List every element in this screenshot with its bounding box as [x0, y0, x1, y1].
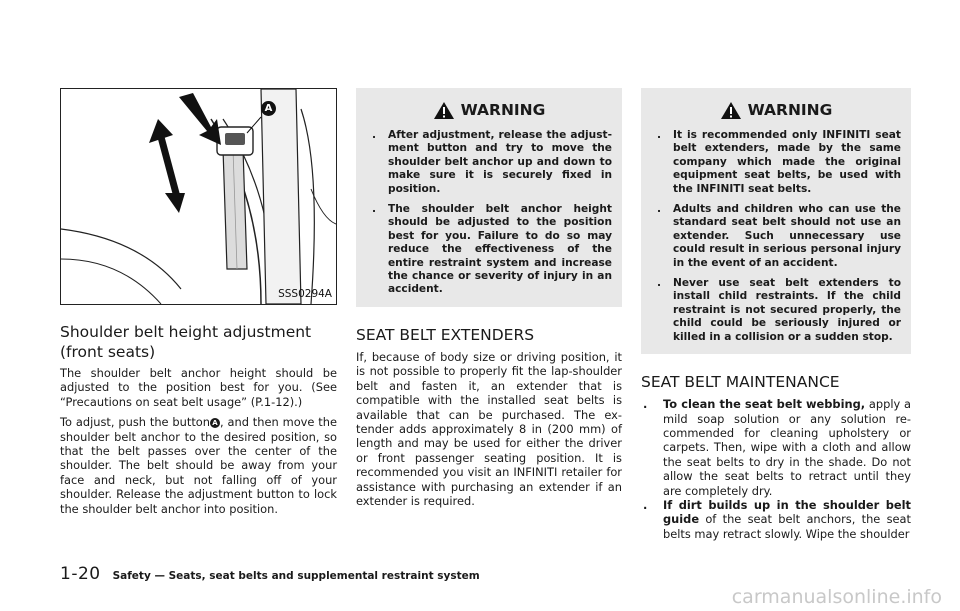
- figure-caption: SSS0294A: [278, 287, 332, 300]
- warning-heading: WARNING: [651, 99, 901, 121]
- paragraph-adjust-instructions: To adjust, push the button A , and then move the shoulder belt anchor to the desired position, so that the belt passes over the center of the shoulder. The belt should be away from your face and neck, but not falling off of your shoulder. Release the adjustment button to lock the shoulder belt anchor into position.: [60, 415, 337, 516]
- warning-box-extenders: [641, 88, 911, 354]
- shoulder-anchor-diagram: [61, 89, 336, 304]
- paragraph-extenders: If, because of body size or driving position, it is not possible to properly fit the lap-shoulder belt and fasten it, an extender that is compatible with the installed seat belts is available that can be purchased. The ex-tender adds approximately 8 in (200 mm) of length and may be used for either the driver or front passenger seating position. It is recommended you visit an INFINITI retailer for assistance with purchasing an extender if an extender is required.: [356, 349, 622, 508]
- circle-a-marker: A: [210, 418, 220, 428]
- watermark: carmanualsonline.info: [731, 586, 942, 608]
- section-heading-shoulder-belt: Shoulder belt height adjustment (front seats): [60, 323, 312, 361]
- warning-heading: WARNING: [366, 99, 612, 121]
- warning-icon: [720, 101, 742, 120]
- section-heading-extenders: SEAT BELT EXTENDERS: [356, 325, 535, 344]
- section-heading-maintenance: SEAT BELT MAINTENANCE: [641, 373, 840, 392]
- left-column: [60, 88, 337, 522]
- maintenance-item: . If dirt builds up in the shoulder belt guide of the seat belt anchors, the seat belts may retract slowly. Wipe the shoulder: [643, 497, 911, 541]
- middle-column: [356, 88, 622, 514]
- warning-item: . Adults and children who can use the standard seat belt should not use an extender. Such unnecessary use could result in serious personal injury in the event of an accident.: [657, 203, 901, 269]
- warning-item: . The shoulder belt anchor height should be adjusted to the position best for you. Failure to do so may reduce the effectiveness of the entire restraint system and increase the chance or severity of injury in an accident.: [372, 203, 612, 296]
- warning-icon: [433, 101, 455, 120]
- page-footer: [60, 564, 480, 584]
- warning-item: . After adjustment, release the adjust-ment button and try to move the shoulder belt anchor up and down to make sure it is securely fixed in position.: [372, 129, 612, 195]
- seat-belt-illustration: [60, 88, 337, 305]
- right-column: [641, 88, 911, 541]
- maintenance-item: . To clean the seat belt webbing, apply a mild soap solution or any solution re-commended for cleaning upholstery or carpets. Then, wipe with a cloth and allow the seat belts to dry in the shade. Do not allow the seat belts to retract until they are completely dry.: [643, 397, 911, 498]
- warning-box-adjustment: [356, 88, 622, 307]
- callout-a: A: [261, 101, 276, 116]
- page-number: 1-20: [60, 564, 101, 584]
- paragraph-anchor-height: The shoulder belt anchor height should be adjusted to the position best for you. (See “Precautions on seat belt usage” (P.1-12).): [60, 366, 337, 409]
- footer-section-title: Safety — Seats, seat belts and supplemental restraint system: [112, 570, 480, 582]
- warning-item: . It is recommended only INFINITI seat belt extenders, made by the same company which made the original equipment seat belts, be used with the INFINITI seat belts.: [657, 129, 901, 195]
- warning-item: . Never use seat belt extenders to install child restraints. If the child restraint is not secured properly, the child could be seriously injured or killed in a collision or a sudden stop.: [657, 277, 901, 343]
